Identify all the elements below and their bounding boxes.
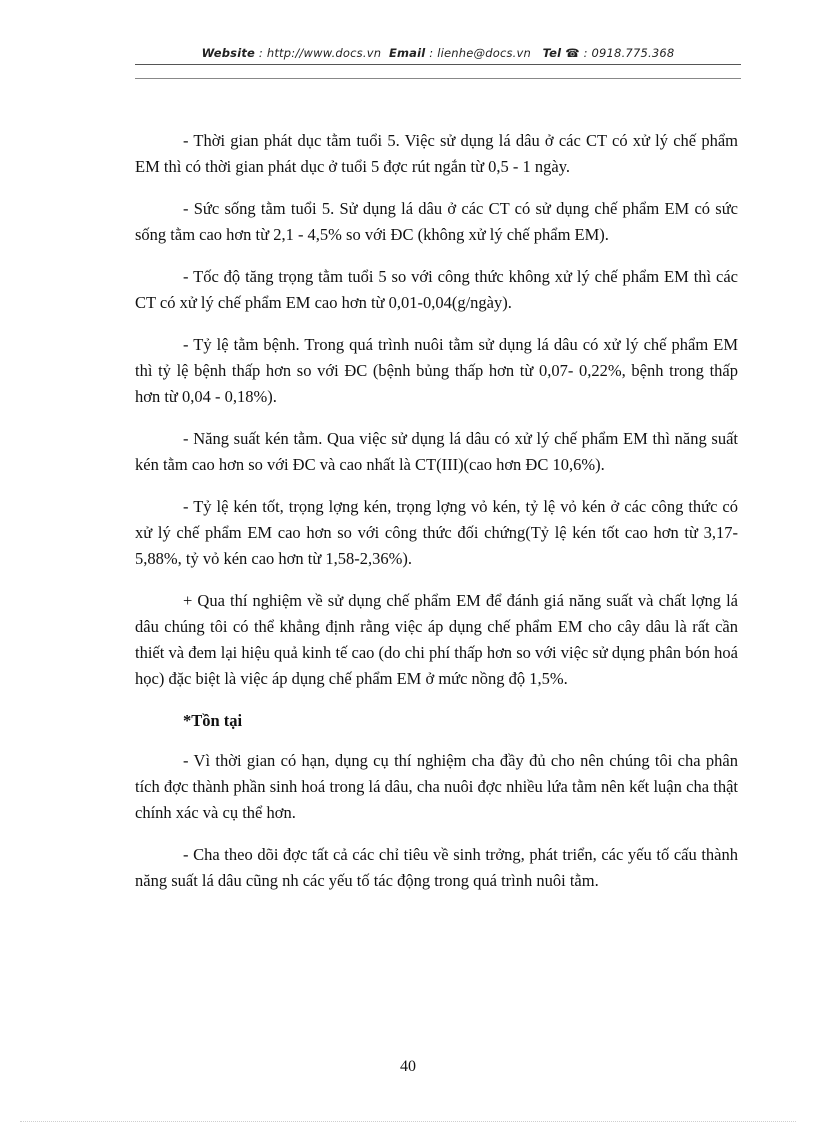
website-label: Website xyxy=(201,46,256,60)
phone-icon: ☎ xyxy=(565,46,580,60)
section-heading-limitations: *Tồn tại xyxy=(183,711,243,730)
paragraph-vitality: - Sức sống tằm tuổi 5. Sử dụng lá dâu ở các CT có sử dụng chế phẩm EM có sức sống tằm cao hơn từ 2,1 - 4,5% so với ĐC (không xử lý chế phẩm EM). xyxy=(135,199,738,244)
paragraph-limitation-2: - Cha theo dõi đợc tất cả các chỉ tiêu về sinh trởng, phát triển, các yếu tố cấu thành năng suất lá dâu cũng nh các yếu tố tác động trong quá trình nuôi tằm. xyxy=(135,845,738,890)
header-divider-top xyxy=(135,64,741,65)
paragraph-disease-rate: - Tỷ lệ tằm bệnh. Trong quá trình nuôi tằm sử dụng lá dâu có xử lý chế phẩm EM thì tỷ lệ bệnh thấp hơn so với ĐC (bệnh bủng thấp hơn từ 0,07- 0,22%, bệnh trong thấp hơn từ 0,04 - 0,18%). xyxy=(135,335,738,406)
email-value[interactable]: : lienhe@docs.vn xyxy=(429,46,532,60)
footer-divider xyxy=(20,1121,796,1122)
page-header xyxy=(135,46,741,60)
paragraph-cocoon-yield: - Năng suất kén tằm. Qua việc sử dụng lá dâu có xử lý chế phẩm EM thì năng suất kén tằm cao hơn so với ĐC và cao nhất là CT(III)(cao hơn ĐC 10,6%). xyxy=(135,429,738,474)
paragraph-development-time: - Thời gian phát dục tằm tuổi 5. Việc sử dụng lá dâu ở các CT có xử lý chế phẩm EM thì có thời gian phát dục ở tuổi 5 đợc rút ngắn từ 0,5 - 1 ngày. xyxy=(135,131,738,176)
paragraph-cocoon-quality: - Tỷ lệ kén tốt, trọng lợng kén, trọng lợng vỏ kén, tỷ lệ vỏ kén ở các công thức có xử lý chế phẩm EM cao hơn so với công thức đối chứng(Tỷ lệ kén tốt cao hơn từ 3,17- 5,88%, tỷ vỏ kén cao hơn từ 1,58-2,36%). xyxy=(135,497,738,568)
document-body xyxy=(135,128,738,910)
page-number: 40 xyxy=(400,1058,416,1075)
tel-label: Tel xyxy=(542,46,562,60)
paragraph-weight-gain: - Tốc độ tăng trọng tằm tuổi 5 so với công thức không xử lý chế phẩm EM thì các CT có xử lý chế phẩm EM cao hơn từ 0,01-0,04(g/ngày). xyxy=(135,267,738,312)
paragraph-limitation-1: - Vì thời gian có hạn, dụng cụ thí nghiệm cha đầy đủ cho nên chúng tôi cha phân tích đợc thành phần sinh hoá trong lá dâu, cha nuôi đợc nhiều lứa tằm nên kết luận cha thật chính xác và cụ thể hơn. xyxy=(135,751,738,822)
tel-value: : 0918.775.368 xyxy=(583,46,675,60)
website-value[interactable]: : http://www.docs.vn xyxy=(258,46,382,60)
paragraph-conclusion: + Qua thí nghiệm về sử dụng chế phẩm EM để đánh giá năng suất và chất lợng lá dâu chúng tôi có thể khẳng định rằng việc áp dụng chế phẩm EM cho cây dâu là rất cần thiết và đem lại hiệu quả kinh tế cao (do chi phí thấp hơn so với việc sử dụng phân bón hoá học) đặc biệt là việc áp dụng chế phẩm EM ở mức nồng độ 1,5%. xyxy=(135,591,738,688)
header-divider-bottom xyxy=(135,78,741,79)
email-label: Email xyxy=(388,46,426,60)
